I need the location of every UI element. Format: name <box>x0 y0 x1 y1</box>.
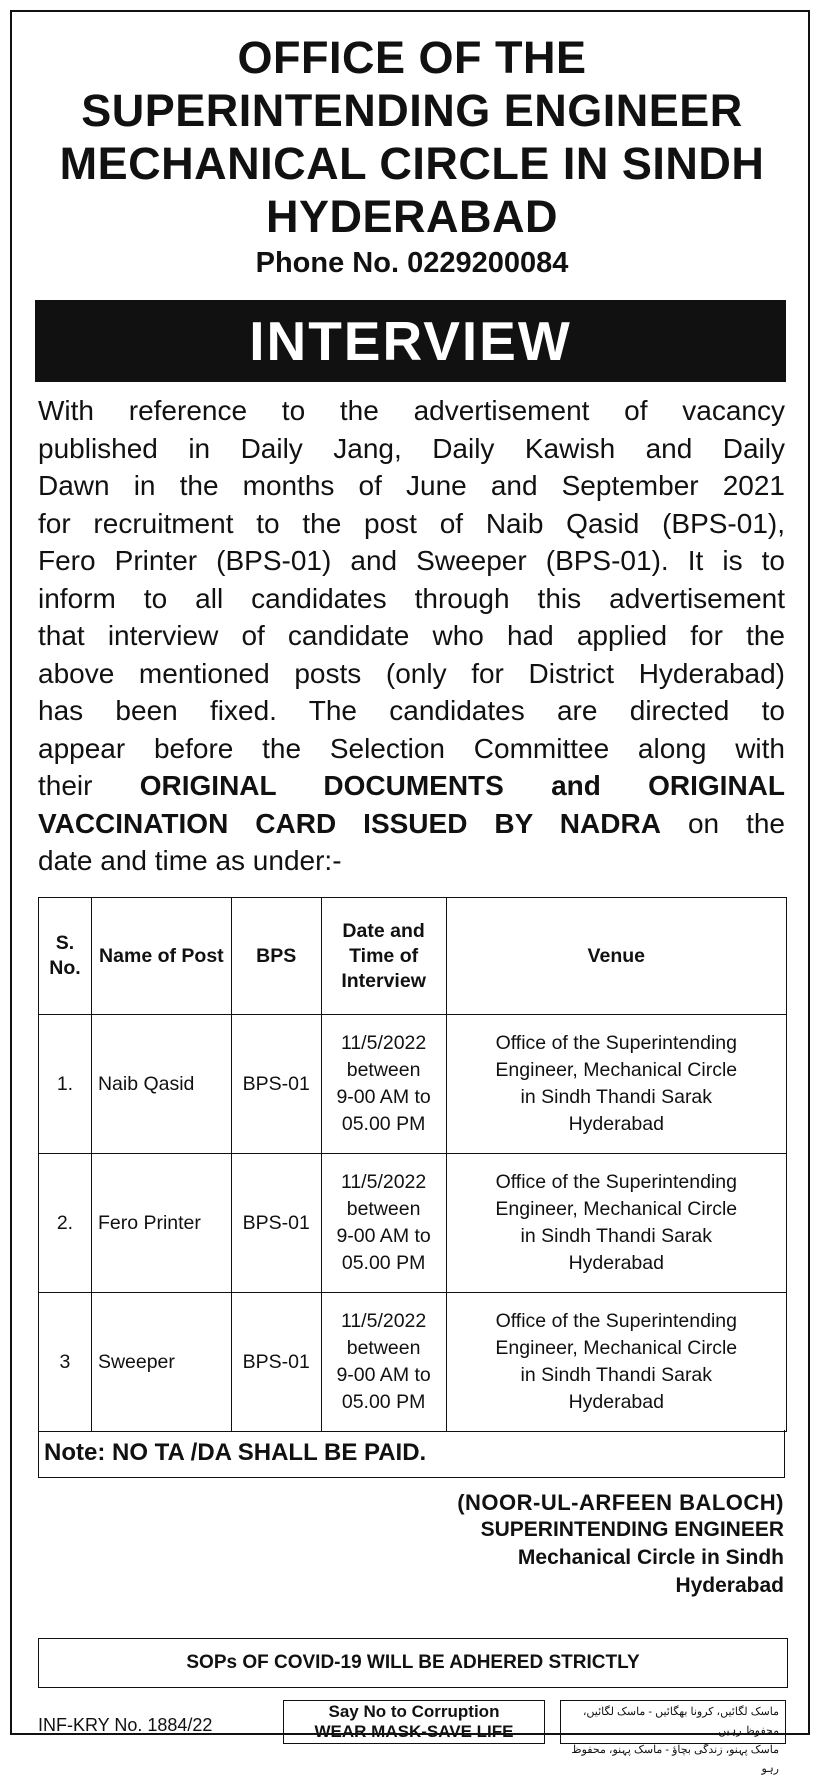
anti-corruption-box <box>283 1700 545 1744</box>
body-text-plain: their <box>38 770 93 801</box>
cell-bps: BPS-01 <box>231 1154 321 1293</box>
body-line: date and time as under:- <box>38 845 342 876</box>
cell-post: Naib Qasid <box>91 1015 231 1154</box>
corruption-slogan: Say No to Corruption <box>328 1702 500 1721</box>
body-line: for recruitment to the post of Naib Qasid (BPS-01), <box>38 507 785 539</box>
date-line: between <box>346 1059 421 1081</box>
date-line: between <box>346 1198 421 1220</box>
table-row <box>39 1015 787 1154</box>
urdu-slogan-line: ماسک لگائیں، کرونا بھگائیں - ماسک لگائیں، محفوظ رہیں <box>582 1706 779 1737</box>
cell-post: Fero Printer <box>91 1154 231 1293</box>
body-line: has been fixed. The candidates are directed to <box>38 695 785 726</box>
cell-venue <box>446 1293 786 1432</box>
notice-body <box>38 392 785 880</box>
date-line: 05.00 PM <box>341 1252 426 1274</box>
urdu-slogan-box <box>560 1700 786 1775</box>
cell-date <box>321 1154 446 1293</box>
table-header-row <box>39 898 787 1015</box>
body-line <box>38 805 785 843</box>
body-line: Fero Printer (BPS-01) and Sweeper (BPS-01). It is to <box>38 545 785 576</box>
cell-venue <box>446 1154 786 1293</box>
urdu-slogan-line: ماسک پہنو، زندگی بچاؤ - ماسک پہنو، محفوظ رہو <box>571 1744 779 1775</box>
date-line: 11/5/2022 <box>340 1171 427 1193</box>
cell-bps: BPS-01 <box>231 1015 321 1154</box>
date-line: 9-00 AM to <box>336 1086 431 1108</box>
date-line: 11/5/2022 <box>340 1310 427 1332</box>
venue-line: in Sindh Thandi Sarak <box>520 1225 713 1247</box>
body-line: above mentioned posts (only for District Hyderabad) <box>38 657 785 689</box>
body-line: Dawn in the months of June and September 2021 <box>38 470 785 501</box>
cell-date <box>321 1015 446 1154</box>
body-text-plain: on the <box>687 807 786 839</box>
venue-line: in Sindh Thandi Sarak <box>520 1364 713 1386</box>
date-line: 11/5/2022 <box>340 1032 427 1054</box>
column-header-venue: Venue <box>446 898 786 1015</box>
venue-line: Office of the Superintending <box>495 1032 737 1054</box>
cell-sno: 3 <box>39 1293 92 1432</box>
venue-line: Hyderabad <box>568 1113 664 1135</box>
phone-number: Phone No. 0229200084 <box>255 247 569 279</box>
column-header-date: Date and Time of Interview <box>321 898 446 1015</box>
date-line: 9-00 AM to <box>336 1364 431 1386</box>
body-line: published in Daily Jang, Daily Kawish and Daily <box>38 432 785 464</box>
signatory-city: Hyderabad <box>675 1574 784 1597</box>
venue-line: Office of the Superintending <box>495 1310 737 1332</box>
body-text-emphasis: VACCINATION CARD ISSUED BY NADRA <box>38 807 661 839</box>
body-line <box>38 767 785 805</box>
table-row <box>39 1154 787 1293</box>
inf-number: INF-KRY No. 1884/22 <box>38 1715 213 1735</box>
venue-line: Engineer, Mechanical Circle <box>495 1198 738 1220</box>
mask-slogan: WEAR MASK-SAVE LIFE <box>314 1722 514 1741</box>
signatory-title: SUPERINTENDING ENGINEER <box>480 1518 784 1541</box>
office-heading-line3: MECHANICAL CIRCLE IN SINDH <box>59 138 765 189</box>
office-heading-line4: HYDERABAD <box>265 191 558 242</box>
signatory-name: (NOOR-UL-ARFEEN BALOCH) <box>457 1490 784 1515</box>
table-row <box>39 1293 787 1432</box>
interview-banner: INTERVIEW <box>35 300 786 382</box>
date-line: 05.00 PM <box>341 1113 426 1135</box>
office-heading-line2: SUPERINTENDING ENGINEER <box>81 85 743 136</box>
note-no-ta-da: Note: NO TA /DA SHALL BE PAID. <box>38 1430 785 1478</box>
cell-venue <box>446 1015 786 1154</box>
column-header-post: Name of Post <box>91 898 231 1015</box>
cell-sno: 1. <box>39 1015 92 1154</box>
interview-schedule-table <box>38 897 787 1432</box>
venue-line: Engineer, Mechanical Circle <box>495 1337 738 1359</box>
venue-line: Office of the Superintending <box>495 1171 737 1193</box>
signatory-office: Mechanical Circle in Sindh <box>517 1546 784 1569</box>
venue-line: Engineer, Mechanical Circle <box>495 1059 738 1081</box>
column-header-bps: BPS <box>231 898 321 1015</box>
date-line: 05.00 PM <box>341 1391 426 1413</box>
body-text-emphasis: ORIGINAL DOCUMENTS and ORIGINAL <box>139 770 785 801</box>
office-heading-line1: OFFICE OF THE <box>237 32 587 83</box>
body-line: that interview of candidate who had applied for the <box>38 620 785 651</box>
date-line: 9-00 AM to <box>336 1225 431 1247</box>
cell-date <box>321 1293 446 1432</box>
date-line: between <box>346 1337 421 1359</box>
body-line: inform to all candidates through this advertisement <box>38 582 785 614</box>
cell-sno: 2. <box>39 1154 92 1293</box>
venue-line: Hyderabad <box>568 1391 664 1413</box>
cell-bps: BPS-01 <box>231 1293 321 1432</box>
body-line: With reference to the advertisement of vacancy <box>38 395 785 426</box>
venue-line: in Sindh Thandi Sarak <box>520 1086 713 1108</box>
venue-line: Hyderabad <box>568 1252 664 1274</box>
cell-post: Sweeper <box>91 1293 231 1432</box>
body-line: appear before the Selection Committee along with <box>38 732 785 764</box>
covid-sop-notice: SOPs OF COVID-19 WILL BE ADHERED STRICTLY <box>38 1638 788 1688</box>
column-header-sno: S. No. <box>39 898 92 1015</box>
